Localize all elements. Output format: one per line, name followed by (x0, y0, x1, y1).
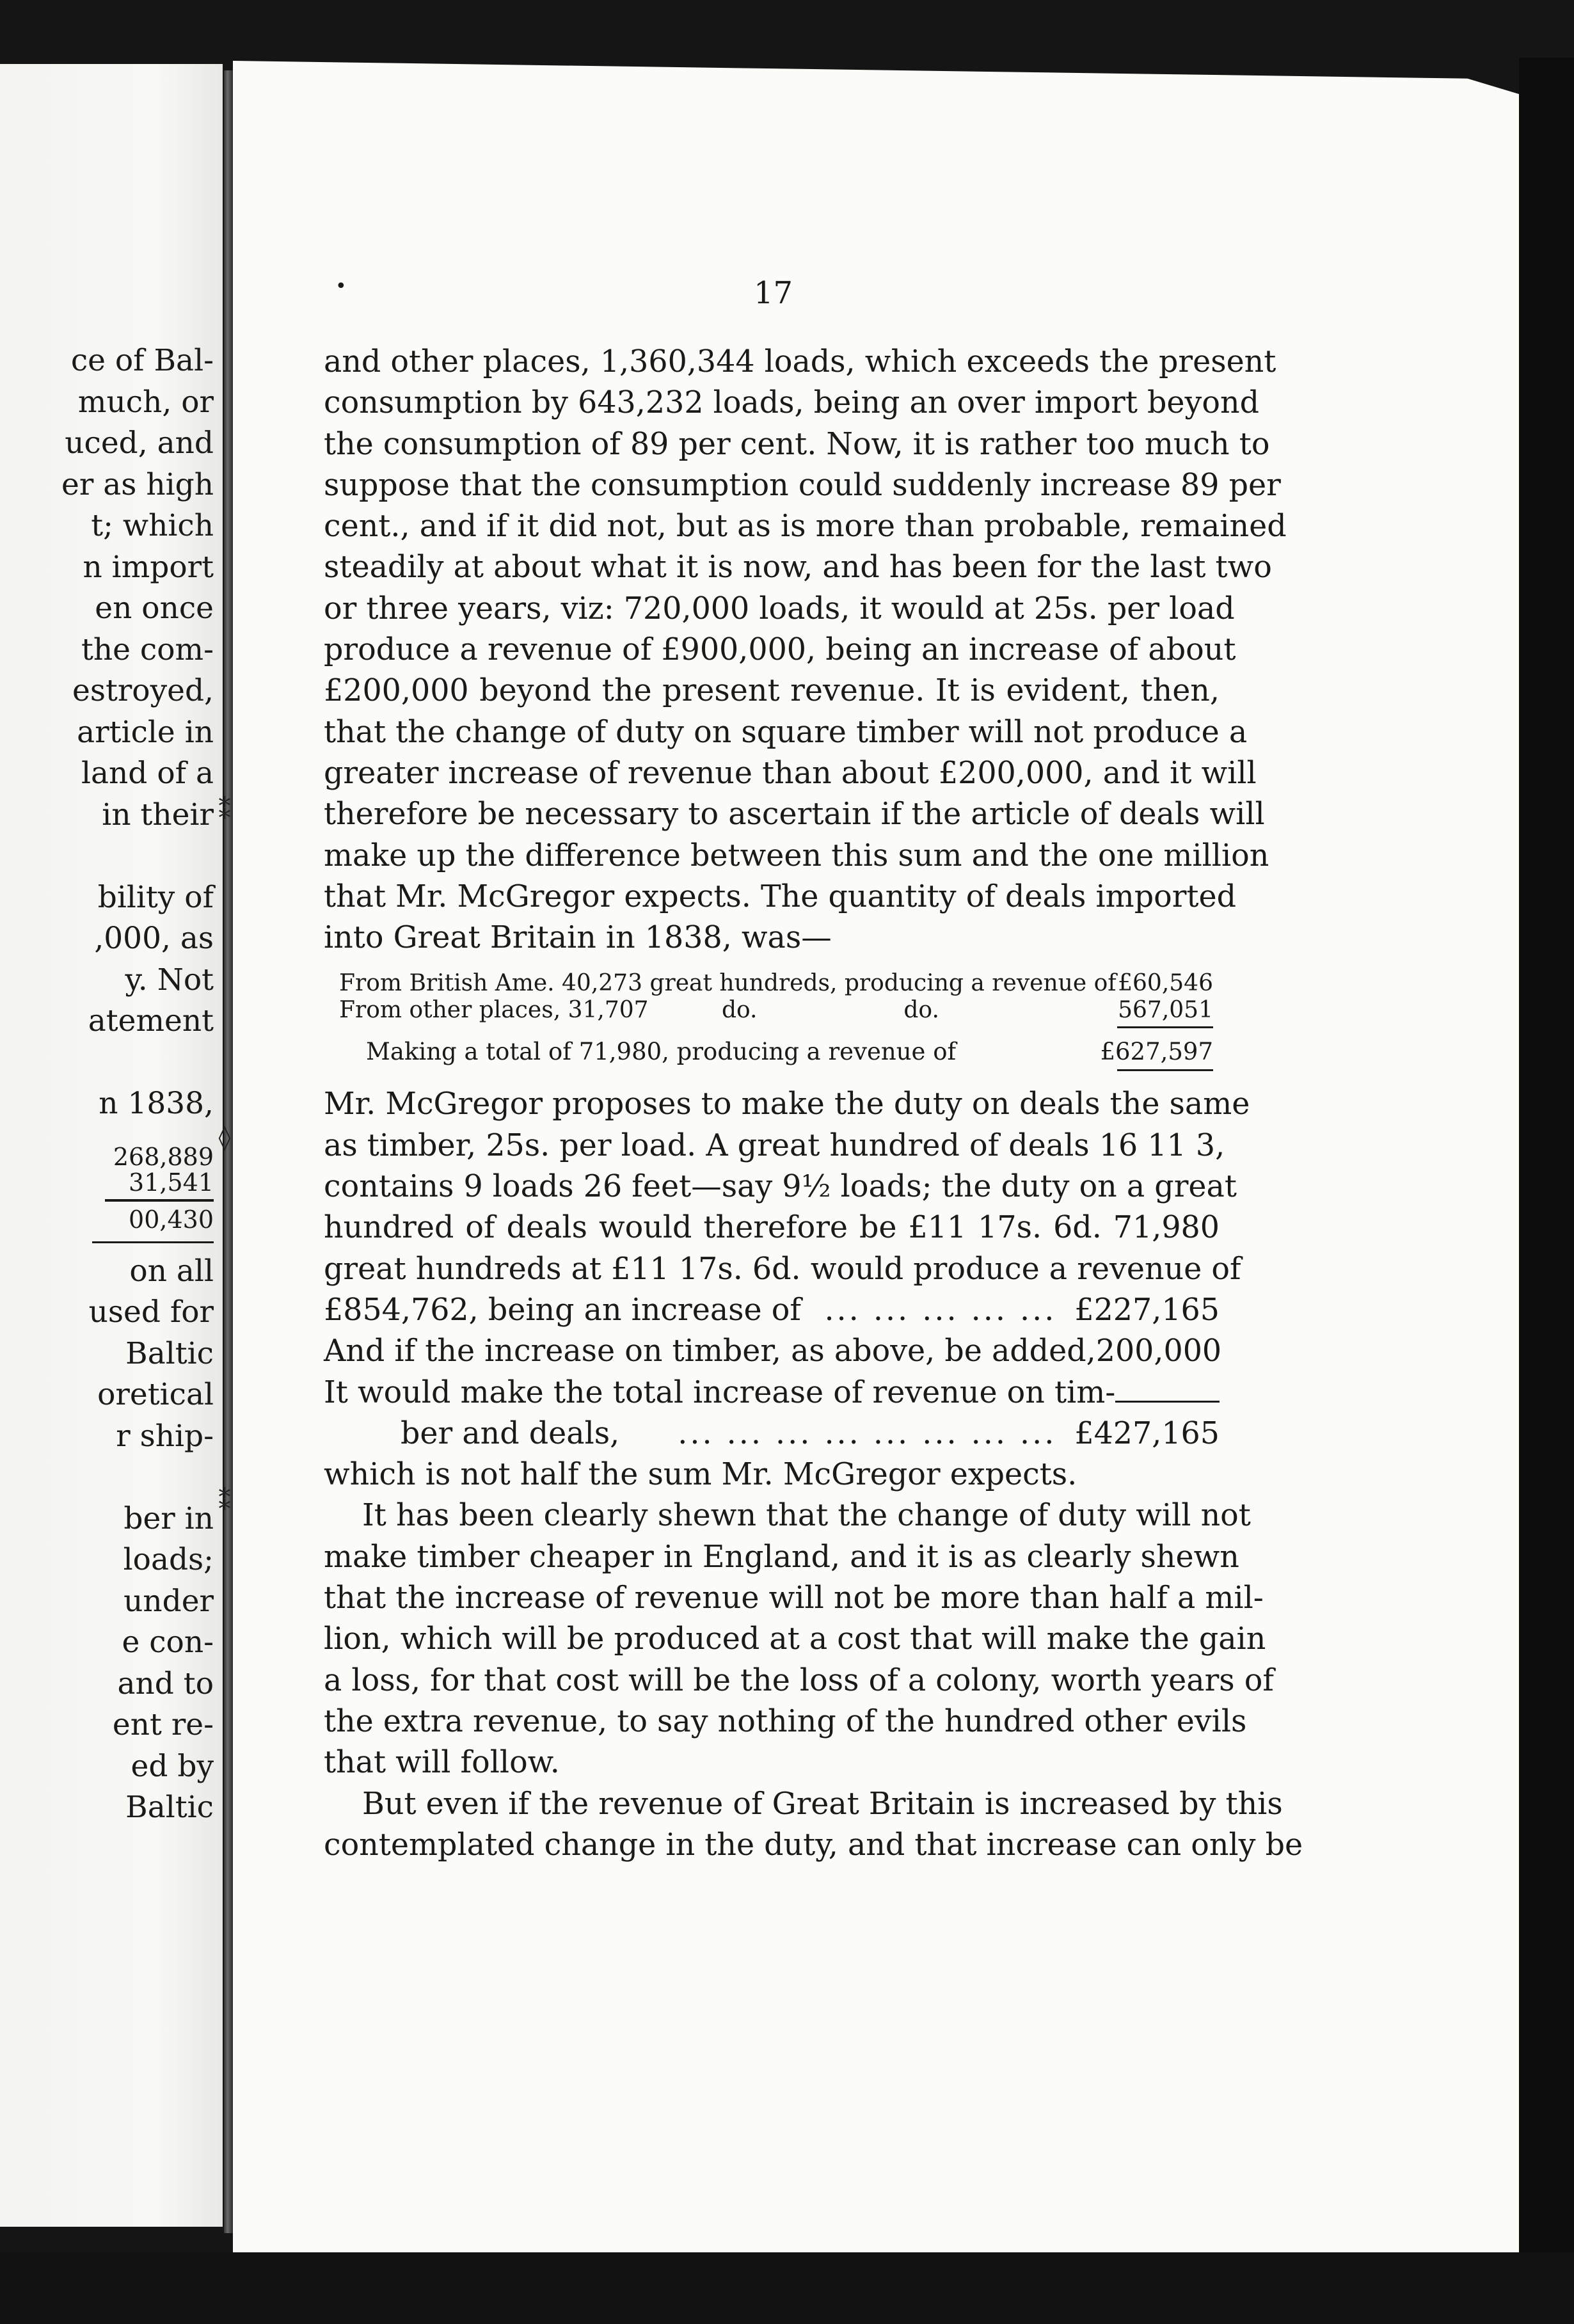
ledger-amount: 200,000 (1095, 1333, 1222, 1369)
left-line: on all (129, 1253, 214, 1289)
text-line: make timber cheaper in England, and it is as clearly shewn (324, 1539, 1239, 1575)
left-line: ce of Bal- (70, 343, 214, 378)
left-figure: 268,889 (113, 1142, 214, 1171)
table-total-row (339, 1037, 1213, 1067)
sum-rule (1115, 1401, 1220, 1403)
ledger-label: It would make the total increase of revenue on tim- (324, 1374, 1116, 1410)
page-edge-shadow (1519, 58, 1574, 2297)
text-line: great hundreds at £11 17s. 6d. would produce a revenue of (324, 1251, 1241, 1287)
left-line: atement (88, 1003, 214, 1039)
left-page (0, 64, 223, 2227)
table-total-amount: £627,597 (1100, 1038, 1213, 1066)
text-line: therefore be necessary to ascertain if the article of deals will (324, 797, 1265, 832)
left-line (0, 1042, 214, 1084)
left-line: estroyed, (72, 673, 214, 708)
text-line: which is not half the sum Mr. McGregor expects. (324, 1457, 1077, 1493)
ledger-leader-dots: ... ... ... ... ... ... ... ... (678, 1415, 1057, 1451)
ledger-amount: £227,165 (1074, 1292, 1220, 1328)
left-line: in their (102, 797, 214, 832)
table-row-label: From other places, 31,707 do. do. (339, 997, 939, 1024)
text-line: and other places, 1,360,344 loads, which exceeds the present (324, 344, 1276, 379)
ledger-label: £854,762, being an increase of (324, 1292, 801, 1328)
left-line: ,000, as (94, 921, 214, 956)
left-line: article in (77, 714, 214, 750)
text-line: a loss, for that cost will be the loss of a colony, worth years of (324, 1662, 1274, 1698)
paragraph-1 (324, 342, 1287, 959)
binding-mark-icon: ◊ (218, 1123, 231, 1151)
left-line: r ship- (116, 1418, 214, 1454)
printer-mark: • (335, 275, 347, 298)
table-row-amount: £60,546 (1118, 970, 1213, 997)
sum-rule (1117, 1026, 1213, 1028)
text-line: It has been clearly shewn that the change of duty will not (362, 1498, 1251, 1534)
text-line: £200,000 beyond the present revenue. It is evident, then, (324, 673, 1220, 709)
paragraph-4 (324, 1784, 1303, 1866)
text-line: the consumption of 89 per cent. Now, it is rather too much to (324, 426, 1270, 462)
text-line: make up the difference between this sum and the one million (324, 838, 1269, 873)
left-sum-rule (105, 1199, 214, 1202)
left-line: en once (95, 591, 214, 626)
left-line: n 1838, (99, 1086, 214, 1121)
text-line: greater increase of revenue than about £200,000, and it will (324, 755, 1257, 791)
scan-bottom-edge (0, 2252, 1574, 2324)
left-line: bility of (97, 879, 214, 915)
left-line: much, or (77, 384, 214, 420)
text-line: But even if the revenue of Great Britain is increased by this (362, 1786, 1283, 1822)
left-line: used for (88, 1294, 214, 1330)
sum-rule (1117, 1069, 1213, 1071)
revenue-ledger (324, 1290, 1220, 1495)
left-line: ent re- (112, 1707, 214, 1742)
text-line: as timber, 25s. per load. A great hundred of deals 16 11 3, (324, 1127, 1225, 1163)
text-line: into Great Britain in 1838, was— (324, 920, 832, 956)
left-line: and to (117, 1666, 214, 1701)
left-figure: 31,541 (129, 1168, 214, 1197)
left-line: ed by (131, 1748, 214, 1784)
text-line: Mr. McGregor proposes to make the duty on deals the same (324, 1086, 1250, 1122)
left-line: loads; (123, 1542, 214, 1577)
left-line: under (123, 1583, 214, 1619)
binding-mark-icon: ⁑ (218, 797, 231, 825)
left-line: oretical (97, 1377, 214, 1412)
left-line: y. Not (125, 962, 214, 998)
left-line: Baltic (125, 1335, 214, 1371)
table-total-label: Making a total of 71,980, producing a revenue of (366, 1038, 957, 1066)
text-line: or three years, viz: 720,000 loads, it would at 25s. per load (324, 591, 1235, 626)
text-line: suppose that the consumption could suddenly increase 89 per (324, 467, 1281, 503)
left-line (0, 836, 214, 877)
ledger-row (324, 1413, 1220, 1454)
paragraph-2 (324, 1084, 1250, 1289)
left-line: t; which (91, 508, 214, 543)
text-line: that will follow. (324, 1745, 560, 1781)
page-body (324, 342, 1303, 1866)
text-line: the extra revenue, to say nothing of the hundred other evils (324, 1703, 1247, 1739)
text-line: steadily at about what it is now, and has been for the last two (324, 550, 1272, 585)
text-line: contemplated change in the duty, and that increase can only be (324, 1827, 1303, 1863)
left-line: uced, and (65, 426, 214, 461)
table-row-amount: 567,051 (1118, 997, 1213, 1024)
table-row (339, 970, 1213, 997)
table-row-label: From British Ame. 40,273 great hundreds, producing a revenue of (339, 970, 1117, 997)
ledger-label: ber and deals, (401, 1415, 620, 1451)
text-line: consumption by 643,232 loads, being an over import beyond (324, 385, 1259, 421)
left-line: land of a (81, 756, 214, 791)
left-sum-rule (92, 1241, 214, 1243)
text-line: that Mr. McGregor expects. The quantity of deals imported (324, 879, 1237, 914)
ledger-leader-dots: ... ... ... ... ... (824, 1292, 1057, 1328)
text-line: that the change of duty on square timber will not produce a (324, 714, 1248, 750)
text-line: produce a revenue of £900,000, being an increase of about (324, 632, 1236, 668)
ledger-row (324, 1373, 1220, 1413)
left-line: ber in (123, 1500, 214, 1536)
left-line: Baltic (125, 1790, 214, 1825)
left-line: e con- (122, 1625, 214, 1660)
binding-mark-icon: ⁑ (218, 1488, 231, 1516)
ledger-amount: £427,165 (1074, 1415, 1220, 1451)
left-line: er as high (61, 466, 214, 502)
deals-import-table (339, 970, 1213, 1071)
text-line: that the increase of revenue will not be more than half a mil- (324, 1580, 1264, 1616)
ledger-row (324, 1331, 1220, 1372)
page-number: 17 (754, 275, 793, 311)
left-figure-total: 00,430 (129, 1205, 214, 1234)
left-line (0, 1457, 214, 1499)
text-line: hundred of deals would therefore be £11 17s. 6d. 71,980 (324, 1210, 1220, 1246)
paragraph-3 (324, 1495, 1274, 1783)
text-line: contains 9 loads 26 feet—say 9½ loads; the duty on a great (324, 1169, 1237, 1205)
text-line: cent., and if it did not, but as is more than probable, remained (324, 509, 1287, 545)
table-row (339, 997, 1213, 1024)
text-line: lion, which will be produced at a cost that will make the gain (324, 1621, 1266, 1657)
left-line: the com- (81, 632, 214, 667)
left-page-text (0, 340, 214, 1829)
ledger-row (324, 1290, 1220, 1331)
left-line: n import (83, 549, 214, 585)
book-gutter (224, 70, 233, 2233)
ledger-label: And if the increase on timber, as above, be added, (324, 1333, 1096, 1369)
